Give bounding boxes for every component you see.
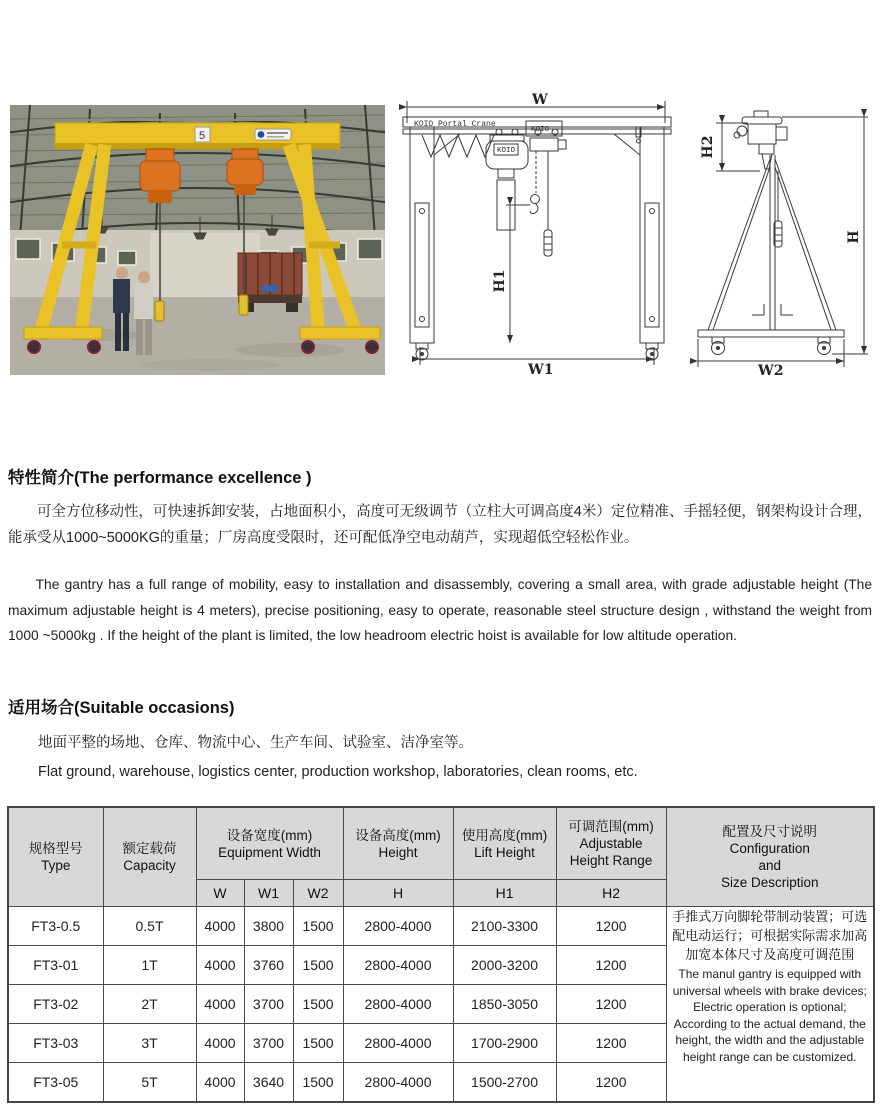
- beam-brand-text: KOIO Portal Crane: [414, 120, 496, 129]
- cell-h1: 1500-2700: [453, 1063, 556, 1103]
- cell-h1: 1850-3050: [453, 985, 556, 1024]
- col-header-lift-height: 使用高度(mm) Lift Height: [453, 807, 556, 880]
- cell-capacity: 0.5T: [103, 907, 196, 946]
- cell-h: 2800-4000: [343, 946, 453, 985]
- config-note-en: The manul gantry is equipped with universal wheels with brake devices; Electric operation is optional; According to the actual demand, the height, the width and the adjustable height range can be customized.: [672, 967, 867, 1064]
- performance-text-zh: 可全方位移动性，可快速拆卸安装，占地面积小，高度可无级调节（立柱大可调高度4米）定位精准、手摇轻便，钢架构设计合理，能承受从1000~5000KG的重量；厂房高度受限时，还可配低净空电动葫芦，实现超低空轻松作业。: [8, 504, 872, 546]
- hoist-label-upper: KOIO: [531, 126, 550, 134]
- cell-h2: 1200: [556, 1024, 666, 1063]
- pendant-control-right: [239, 295, 248, 315]
- cell-h: 2800-4000: [343, 1024, 453, 1063]
- section-occasions: [8, 694, 872, 787]
- subcol-w: W: [196, 880, 244, 907]
- cell-h1: 2100-3300: [453, 907, 556, 946]
- dim-w: W: [532, 93, 548, 108]
- subcol-h1: H1: [453, 880, 556, 907]
- performance-heading: 特性简介(The performance excellence ): [8, 469, 312, 487]
- pendant-control-left: [155, 301, 164, 321]
- cell-capacity: 2T: [103, 985, 196, 1024]
- cell-h: 2800-4000: [343, 1063, 453, 1103]
- cell-capacity: 1T: [103, 946, 196, 985]
- col-header-type: 规格型号 Type: [8, 807, 103, 907]
- cell-type: FT3-02: [8, 985, 103, 1024]
- cell-w1: 3760: [244, 946, 293, 985]
- cell-capacity: 3T: [103, 1024, 196, 1063]
- cell-type: FT3-01: [8, 946, 103, 985]
- cell-h1: 2000-3200: [453, 946, 556, 985]
- cell-w1: 3640: [244, 1063, 293, 1103]
- occasions-heading: 适用场合(Suitable occasions): [8, 699, 235, 717]
- cell-type: FT3-03: [8, 1024, 103, 1063]
- cell-h: 2800-4000: [343, 985, 453, 1024]
- cell-h1: 1700-2900: [453, 1024, 556, 1063]
- config-note-zh: 手推式万向脚轮带制动装置；可选配电动运行；可根据实际需求加高加宽本体尺寸及高度可调范围: [672, 909, 868, 962]
- table-row: [8, 907, 874, 946]
- cell-w2: 1500: [293, 1024, 343, 1063]
- cell-capacity: 5T: [103, 1063, 196, 1103]
- front-view-drawing: [398, 93, 676, 377]
- cell-w1: 3700: [244, 1024, 293, 1063]
- cell-w2: 1500: [293, 1063, 343, 1103]
- subcol-h: H: [343, 880, 453, 907]
- dim-w1: W1: [528, 362, 554, 377]
- cell-w: 4000: [196, 1063, 244, 1103]
- col-header-equipment-width: 设备宽度(mm) Equipment Width: [196, 807, 343, 880]
- subcol-w2: W2: [293, 880, 343, 907]
- dim-h2: H2: [700, 135, 716, 159]
- cell-h2: 1200: [556, 946, 666, 985]
- cell-type: FT3-05: [8, 1063, 103, 1103]
- col-header-adjustable-range: 可调范围(mm) Adjustable Height Range: [556, 807, 666, 880]
- section-performance: [8, 464, 872, 649]
- cell-h2: 1200: [556, 907, 666, 946]
- product-photo: [10, 105, 385, 375]
- subcol-h2: H2: [556, 880, 666, 907]
- subcol-w1: W1: [244, 880, 293, 907]
- performance-text-en: The gantry has a full range of mobility, easy to installation and disassembly, covering a small area, with grade adjustable height (The maximum adjustable height is 4 meters), precise positioning, easy to operate, reasonable steel structure design , withstand the weight from 1000 ~5000kg . If the height of the plant is limited, the low headroom electric hoist is available for low altitude operation.: [8, 577, 872, 643]
- occasions-text-en: Flat ground, warehouse, logistics center, production workshop, laboratories, clean rooms, etc.: [38, 764, 638, 780]
- cell-w: 4000: [196, 907, 244, 946]
- dim-h1: H1: [492, 269, 508, 293]
- cell-configuration-note: [666, 907, 874, 1103]
- cell-w2: 1500: [293, 907, 343, 946]
- cell-w1: 3700: [244, 985, 293, 1024]
- spec-table: [7, 806, 875, 1103]
- side-view-drawing: [686, 93, 874, 377]
- cell-h2: 1200: [556, 1063, 666, 1103]
- hoist-label-lower: KOIO: [497, 147, 516, 155]
- dim-w2: W2: [758, 363, 784, 377]
- cell-w: 4000: [196, 985, 244, 1024]
- dim-h: H: [846, 230, 862, 244]
- cell-w: 4000: [196, 946, 244, 985]
- cell-w: 4000: [196, 1024, 244, 1063]
- cell-type: FT3-0.5: [8, 907, 103, 946]
- cell-w2: 1500: [293, 985, 343, 1024]
- beam-badge: 5: [198, 130, 206, 142]
- col-header-height: 设备高度(mm) Height: [343, 807, 453, 880]
- col-header-capacity: 额定载荷 Capacity: [103, 807, 196, 907]
- cell-h: 2800-4000: [343, 907, 453, 946]
- occasions-text-zh: 地面平整的场地、仓库、物流中心、生产车间、试验室、洁净室等。: [38, 735, 473, 751]
- col-header-configuration: 配置及尺寸说明 Configuration and Size Description: [666, 807, 874, 907]
- festoon-cable: [422, 135, 494, 157]
- cell-h2: 1200: [556, 985, 666, 1024]
- cell-w1: 3800: [244, 907, 293, 946]
- cell-w2: 1500: [293, 946, 343, 985]
